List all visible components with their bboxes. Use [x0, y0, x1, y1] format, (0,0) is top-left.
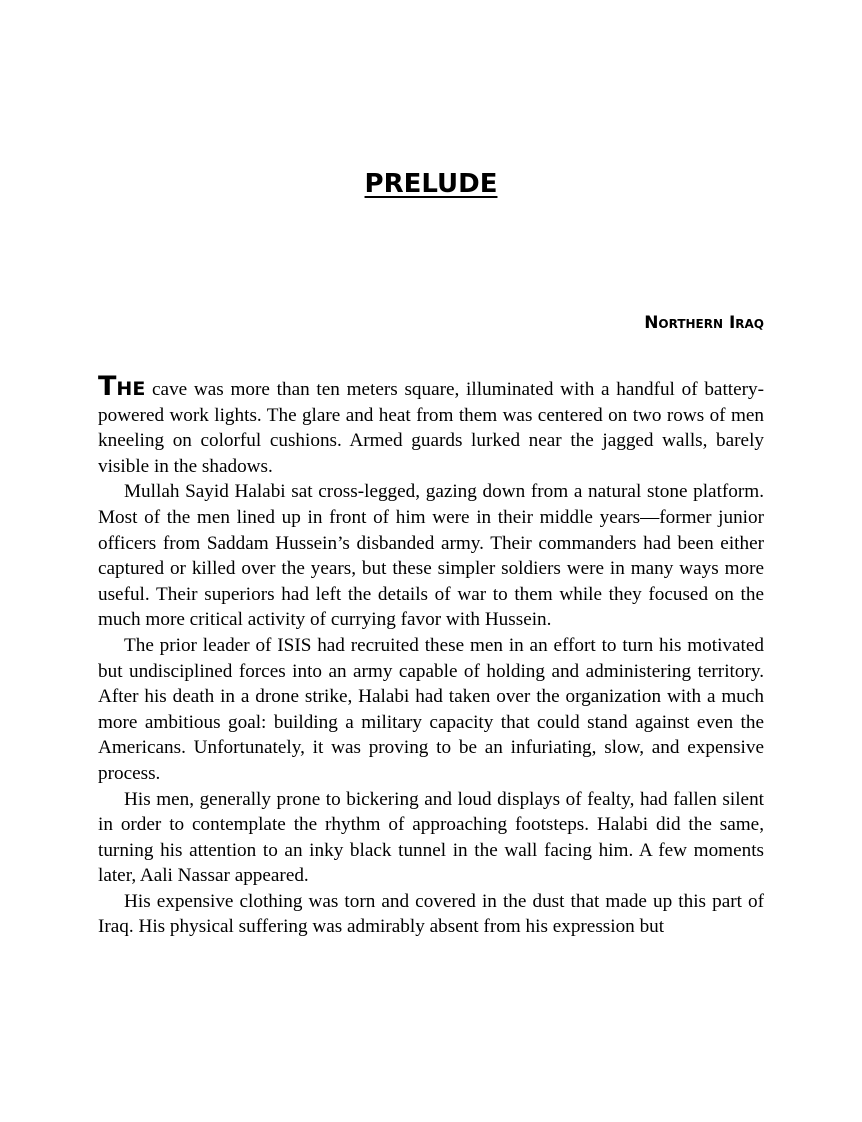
paragraph-4: His men, generally prone to bickering and loud displays of fealty, had fallen silent in order to contemplate the rhythm of approaching footsteps. Halabi did the same, turning his attention to an inky black tunnel in the wall facing him. A few moments later, Aali Nassar appeared.: [98, 788, 764, 887]
paragraph-text: cave was more than ten meters square, illuminated with a handful of battery-powered work lights. The glare and heat from them was centered on two rows of men kneeling on colorful cushions. Armed guards lurked near the jagged walls, barely visible in the shadows.: [98, 379, 764, 477]
paragraph-2: Mullah Sayid Halabi sat cross-legged, gazing down from a natural stone platform. Most of the men lined up in front of him were in their middle years—former junior officers from Saddam Hussein’s disbanded army. Their commanders had been either captured or killed over the years, but these simpler soldiers were in many ways more useful. Their superiors had left the details of war to them while they focused on the much more critical activity of currying favor with Hussein.: [98, 481, 764, 631]
chapter-body: [98, 371, 764, 940]
chapter-location: Northern Iraq: [644, 313, 764, 333]
paragraph-5: His expensive clothing was torn and covered in the dust that made up this part of Iraq. His physical suffering was admirably absent from his expression but: [98, 890, 764, 938]
paragraph-3: The prior leader of ISIS had recruited these men in an effort to turn his motivated but undisciplined forces into an army capable of holding and administering territory. After his death in a drone strike, Halabi had taken over the organization with a much more ambitious goal: building a military capacity that could stand against even the Americans. Unfortunately, it was proving to be an infuriating, slow, and expensive process.: [98, 634, 764, 784]
chapter-title: [0, 166, 862, 202]
paragraph-1: [98, 371, 764, 479]
lead-in-word: The: [98, 371, 146, 402]
chapter-title-text: PRELUDE: [364, 169, 498, 199]
